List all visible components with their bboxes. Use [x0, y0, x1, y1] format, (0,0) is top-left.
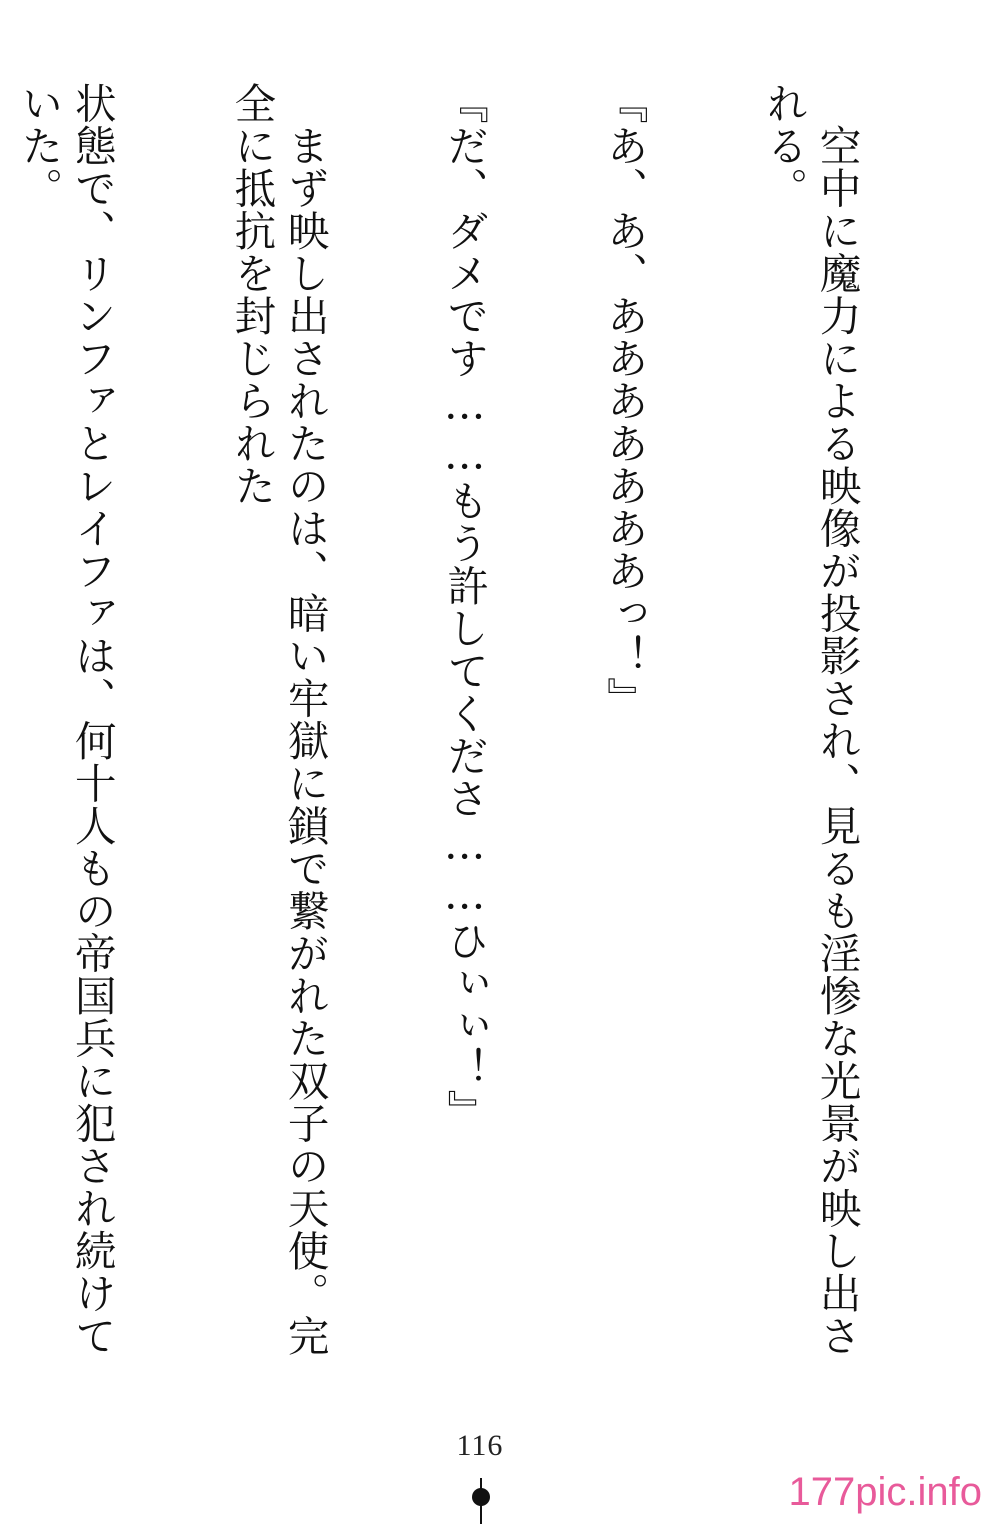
text-line: 状態で、リンファとレイファは、何十人もの帝国兵に犯され続けていた。 — [14, 82, 117, 1357]
page-number: 116 — [456, 1429, 504, 1462]
text-line: 『だ、ダメです……もう許してくださ……ひぃぃ！』 — [440, 82, 490, 1132]
vertical-text-body — [14, 82, 970, 1382]
watermark-text: 177pic.info — [788, 1470, 982, 1514]
text-line: まず映し出されたのは、暗い牢獄に鎖で繋がれた双子の天使。完全に抵抗を封じられた — [227, 82, 330, 1357]
page-marker-dot — [472, 1488, 490, 1506]
text-line: 『あ、あ、あああああああっ！』 — [599, 82, 649, 720]
text-line: 空中に魔力による映像が投影され、見るも淫惨な光景が映し出される。 — [759, 82, 862, 1357]
page-marker-icon — [472, 1478, 490, 1524]
